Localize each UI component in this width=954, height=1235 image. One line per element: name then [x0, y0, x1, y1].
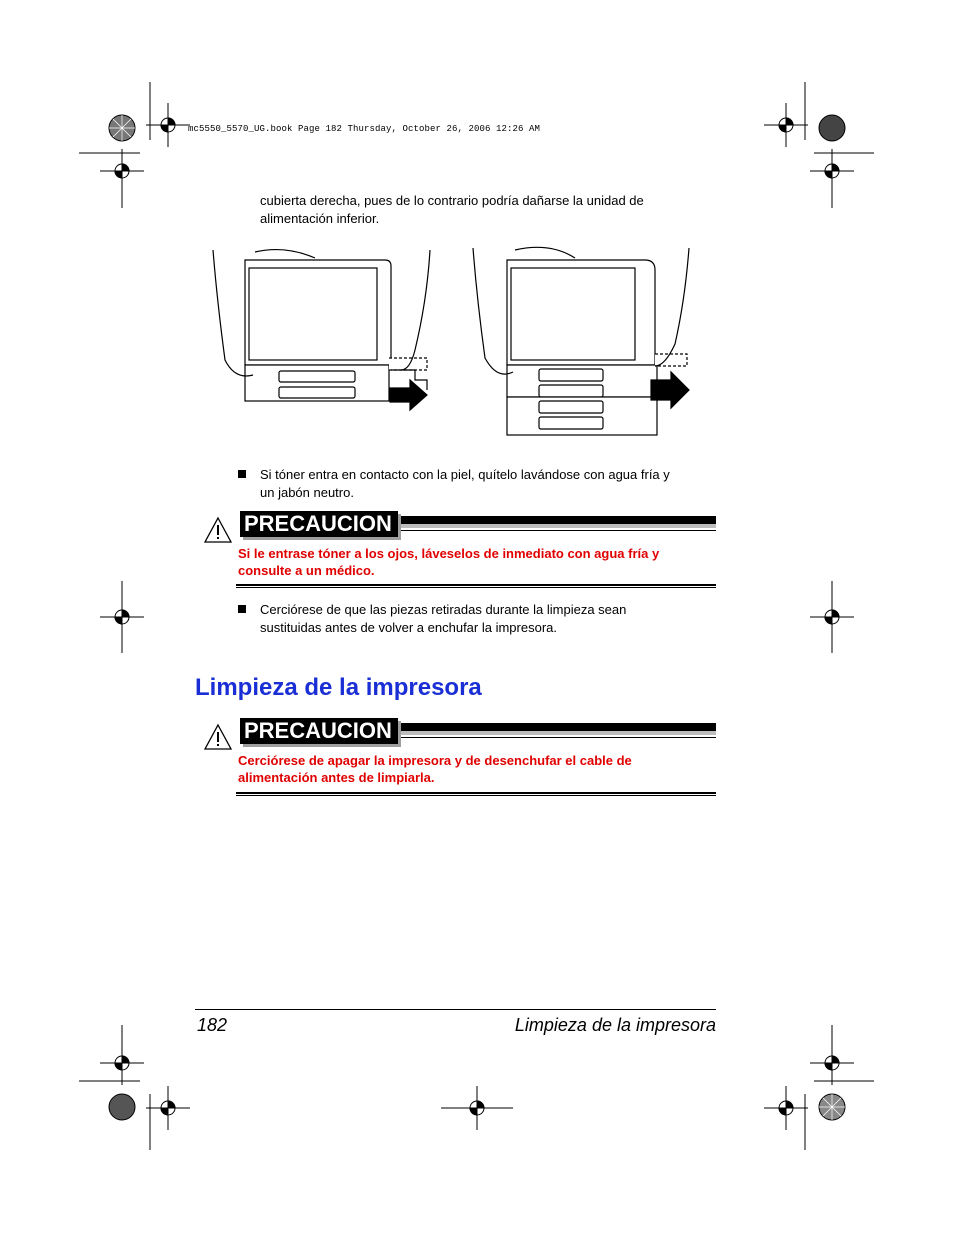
caution-text — [238, 752, 708, 786]
printer-illustration — [205, 240, 695, 440]
square-bullet-icon — [238, 605, 246, 613]
caution-line: Cerciórese de apagar la impresora y de desenchufar el cable de — [238, 753, 632, 768]
footer-rule — [195, 1009, 716, 1010]
intro-line: alimentación inferior. — [260, 211, 380, 226]
caution-label: PRECAUCION — [240, 718, 398, 744]
caution-line: consulte a un médico. — [238, 563, 375, 578]
intro-paragraph — [260, 192, 644, 228]
section-title: Limpieza de la impresora — [195, 674, 482, 701]
caution-label: PRECAUCION — [240, 511, 398, 537]
caution-box-eyes — [203, 511, 716, 592]
bullet-line: Si tóner entra en contacto con la piel, quítelo lavándose con agua fría y — [260, 467, 670, 482]
caution-text — [238, 545, 708, 579]
square-bullet-icon — [238, 470, 246, 478]
bullet-line: sustituidas antes de volver a enchufar la impresora. — [260, 620, 557, 635]
caution-bottom-rule — [236, 792, 716, 796]
bullet-item-replace-parts — [260, 601, 626, 637]
caution-box-power-off — [203, 718, 716, 799]
page-number: 182 — [197, 1015, 228, 1035]
intro-line: cubierta derecha, pues de lo contrario podría dañarse la unidad de — [260, 193, 644, 208]
warning-triangle-icon — [203, 723, 233, 751]
book-file-header: mc5550_5570_UG.book Page 182 Thursday, October 26, 2006 12:26 AM — [188, 124, 541, 134]
caution-bottom-rule — [236, 584, 716, 588]
caution-line: Si le entrase tóner a los ojos, láveselos de inmediato con agua fría y — [238, 546, 660, 561]
bullet-item-toner-skin — [260, 466, 670, 502]
caution-line: alimentación antes de limpiarla. — [238, 770, 435, 785]
bullet-line: Cerciórese de que las piezas retiradas durante la limpieza sean — [260, 602, 627, 617]
footer-running-title: Limpieza de la impresora — [514, 1015, 716, 1035]
bullet-line: un jabón neutro. — [260, 485, 354, 500]
right-arrow-icon — [390, 380, 427, 410]
warning-triangle-icon — [203, 516, 233, 544]
